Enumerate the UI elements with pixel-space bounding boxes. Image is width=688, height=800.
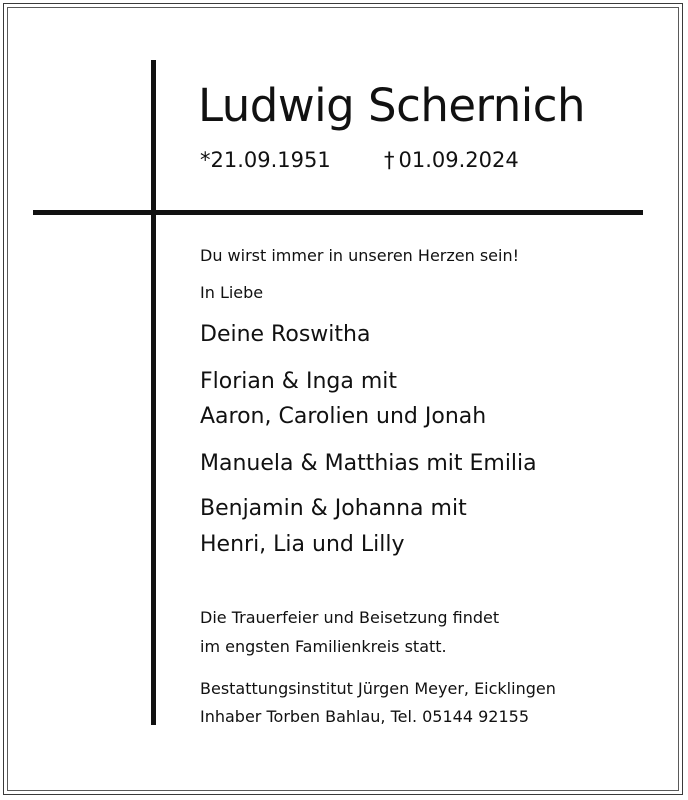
mourner-line: Manuela & Matthias mit Emilia [200, 451, 537, 476]
undertaker-line: Bestattungsinstitut Jürgen Meyer, Eicklingen [200, 679, 556, 698]
birth-date: *21.09.1951 [200, 148, 331, 172]
motto: Du wirst immer in unseren Herzen sein! [200, 246, 520, 265]
mourner-line: Aaron, Carolien und Jonah [200, 404, 487, 429]
death-cross-icon: † [384, 148, 395, 172]
death-date: 01.09.2024 [398, 148, 519, 172]
undertaker-line: Inhaber Torben Bahlau, Tel. 05144 92155 [200, 707, 529, 726]
deceased-name: Ludwig Schernich [198, 79, 586, 132]
mourner-line: Florian & Inga mit [200, 369, 397, 394]
funeral-info-line: Die Trauerfeier und Beisetzung findet [200, 608, 500, 627]
funeral-info-line: im engsten Familienkreis statt. [200, 637, 447, 656]
intro-line: In Liebe [200, 283, 264, 302]
mourner-line: Henri, Lia und Lilly [200, 532, 405, 557]
mourner-line: Deine Roswitha [200, 322, 371, 347]
cross-vertical-bar [151, 60, 156, 725]
death-date-line [384, 146, 519, 174]
cross-horizontal-bar [33, 210, 643, 215]
mourner-line: Benjamin & Johanna mit [200, 496, 467, 521]
